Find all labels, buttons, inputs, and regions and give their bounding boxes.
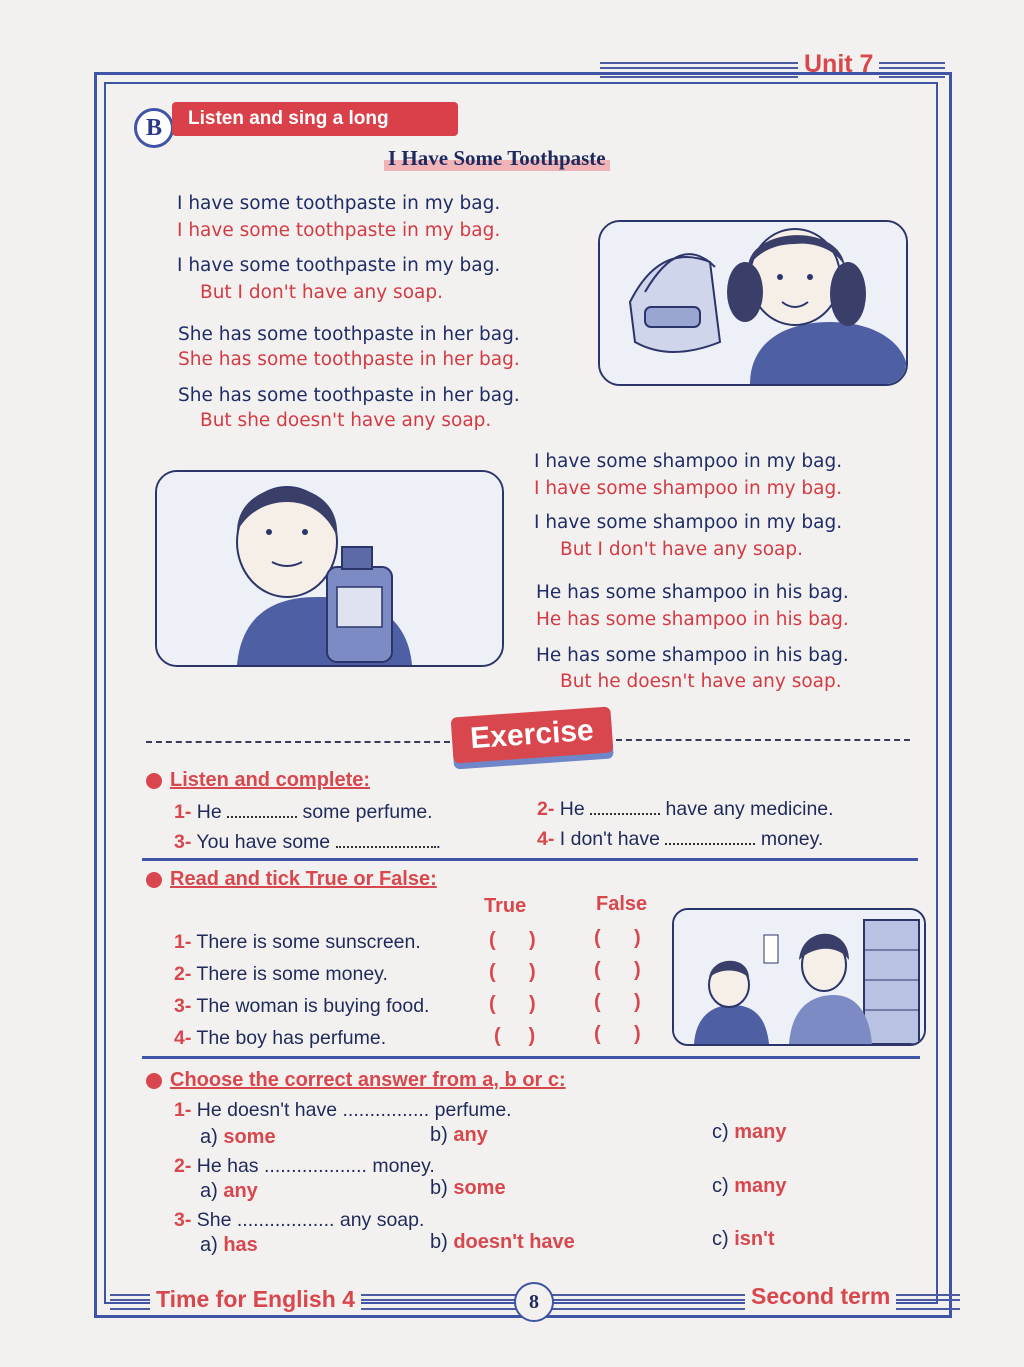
lyric-right-7: He has some shampoo in his bag. [536,645,849,666]
q3-item-1: 1- He doesn't have ................ perfume. [174,1099,512,1121]
q2-item-1: 1- There is some sunscreen. [174,931,421,953]
lyric-right-8: But he doesn't have any soap. [560,671,842,692]
false-column-header: False [596,893,648,915]
q3-item-3-option-c[interactable]: c) isn't [712,1228,775,1250]
q1-item-2-blank[interactable] [590,799,660,815]
q3-item-3-option-b[interactable]: b) doesn't have [430,1231,575,1253]
q2-item-1-true-box[interactable]: ( ) [489,929,536,951]
lyric-left-7: She has some toothpaste in her bag. [178,385,520,406]
lyric-left-2: I have some toothpaste in my bag. [177,220,501,241]
q3-item-1-option-a[interactable]: a) some [200,1126,276,1148]
q1-item-3: 3- You have some . [174,831,441,853]
q3-item-3: 3- She .................. any soap. [174,1209,425,1231]
q2-item-2-false-box[interactable]: ( ) [594,959,641,981]
lyric-right-3: I have some shampoo in my bag. [534,512,843,533]
q2-separator [142,1056,920,1059]
section-b-banner: Listen and sing a long [172,102,458,136]
boy-with-shampoo-illustration [155,470,504,667]
lyric-left-8: But she doesn't have any soap. [200,410,492,431]
q2-number-icon [146,872,162,888]
song-title: I Have Some Toothpaste [384,146,610,171]
q2-heading: Read and tick True or False: [146,868,437,891]
q1-heading: Listen and complete: [146,769,370,792]
lyric-right-5: He has some shampoo in his bag. [536,582,849,603]
q2-item-4-true-box[interactable]: ( ) [494,1025,536,1047]
q3-heading: Choose the correct answer from a, b or c: [146,1069,566,1092]
exercise-badge: Exercise [451,706,614,763]
lyric-right-2: I have some shampoo in my bag. [534,478,843,499]
page-number: 8 [514,1282,554,1322]
q2-item-2: 2- There is some money. [174,963,388,985]
q1-item-3-blank[interactable] [336,832,436,848]
q3-item-3-option-a[interactable]: a) has [200,1234,258,1256]
unit-label: Unit 7 [798,50,879,79]
book-title: Time for English 4 [150,1286,361,1313]
q2-item-4: 4- The boy has perfume. [174,1027,387,1049]
girl-with-bag-illustration [598,220,908,386]
q2-item-3-false-box[interactable]: ( ) [594,991,641,1013]
lyric-right-4: But I don't have any soap. [560,539,803,560]
lyric-left-3: I have some toothpaste in my bag. [177,255,501,276]
q2-item-4-false-box[interactable]: ( ) [594,1023,641,1045]
true-column-header: True [484,895,527,917]
section-b-icon: B [134,108,174,148]
shop-scene-illustration [672,908,926,1046]
lyric-left-4: But I don't have any soap. [200,282,443,303]
q3-number-icon [146,1073,162,1089]
lyric-left-1: I have some toothpaste in my bag. [177,193,501,214]
q3-item-1-option-b[interactable]: b) any [430,1124,488,1146]
q3-item-2-option-a[interactable]: a) any [200,1180,258,1202]
exercise-divider-right [616,739,910,741]
q1-number-icon [146,773,162,789]
lyric-right-6: He has some shampoo in his bag. [536,609,849,630]
q3-item-2-option-b[interactable]: b) some [430,1177,506,1199]
q1-item-1-blank[interactable] [227,802,297,818]
q1-item-4-blank[interactable] [665,829,755,845]
q3-item-2: 2- He has ................... money. [174,1155,435,1177]
q3-item-1-option-c[interactable]: c) many [712,1121,787,1143]
q2-item-3-true-box[interactable]: ( ) [489,993,536,1015]
q2-item-2-true-box[interactable]: ( ) [489,961,536,983]
lyric-left-6: She has some toothpaste in her bag. [178,349,520,370]
q1-separator [142,858,918,861]
q1-item-1: 1- He some perfume. [174,801,433,823]
q3-item-2-option-c[interactable]: c) many [712,1175,787,1197]
lyric-right-1: I have some shampoo in my bag. [534,451,843,472]
q2-item-1-false-box[interactable]: ( ) [594,927,641,949]
term-label: Second term [745,1283,896,1310]
exercise-divider-left [146,741,450,743]
q2-item-3: 3- The woman is buying food. [174,995,430,1017]
lyric-left-5: She has some toothpaste in her bag. [178,324,520,345]
q1-item-4: 4- I don't have money. [537,828,824,850]
q1-item-2: 2- He have any medicine. [537,798,834,820]
